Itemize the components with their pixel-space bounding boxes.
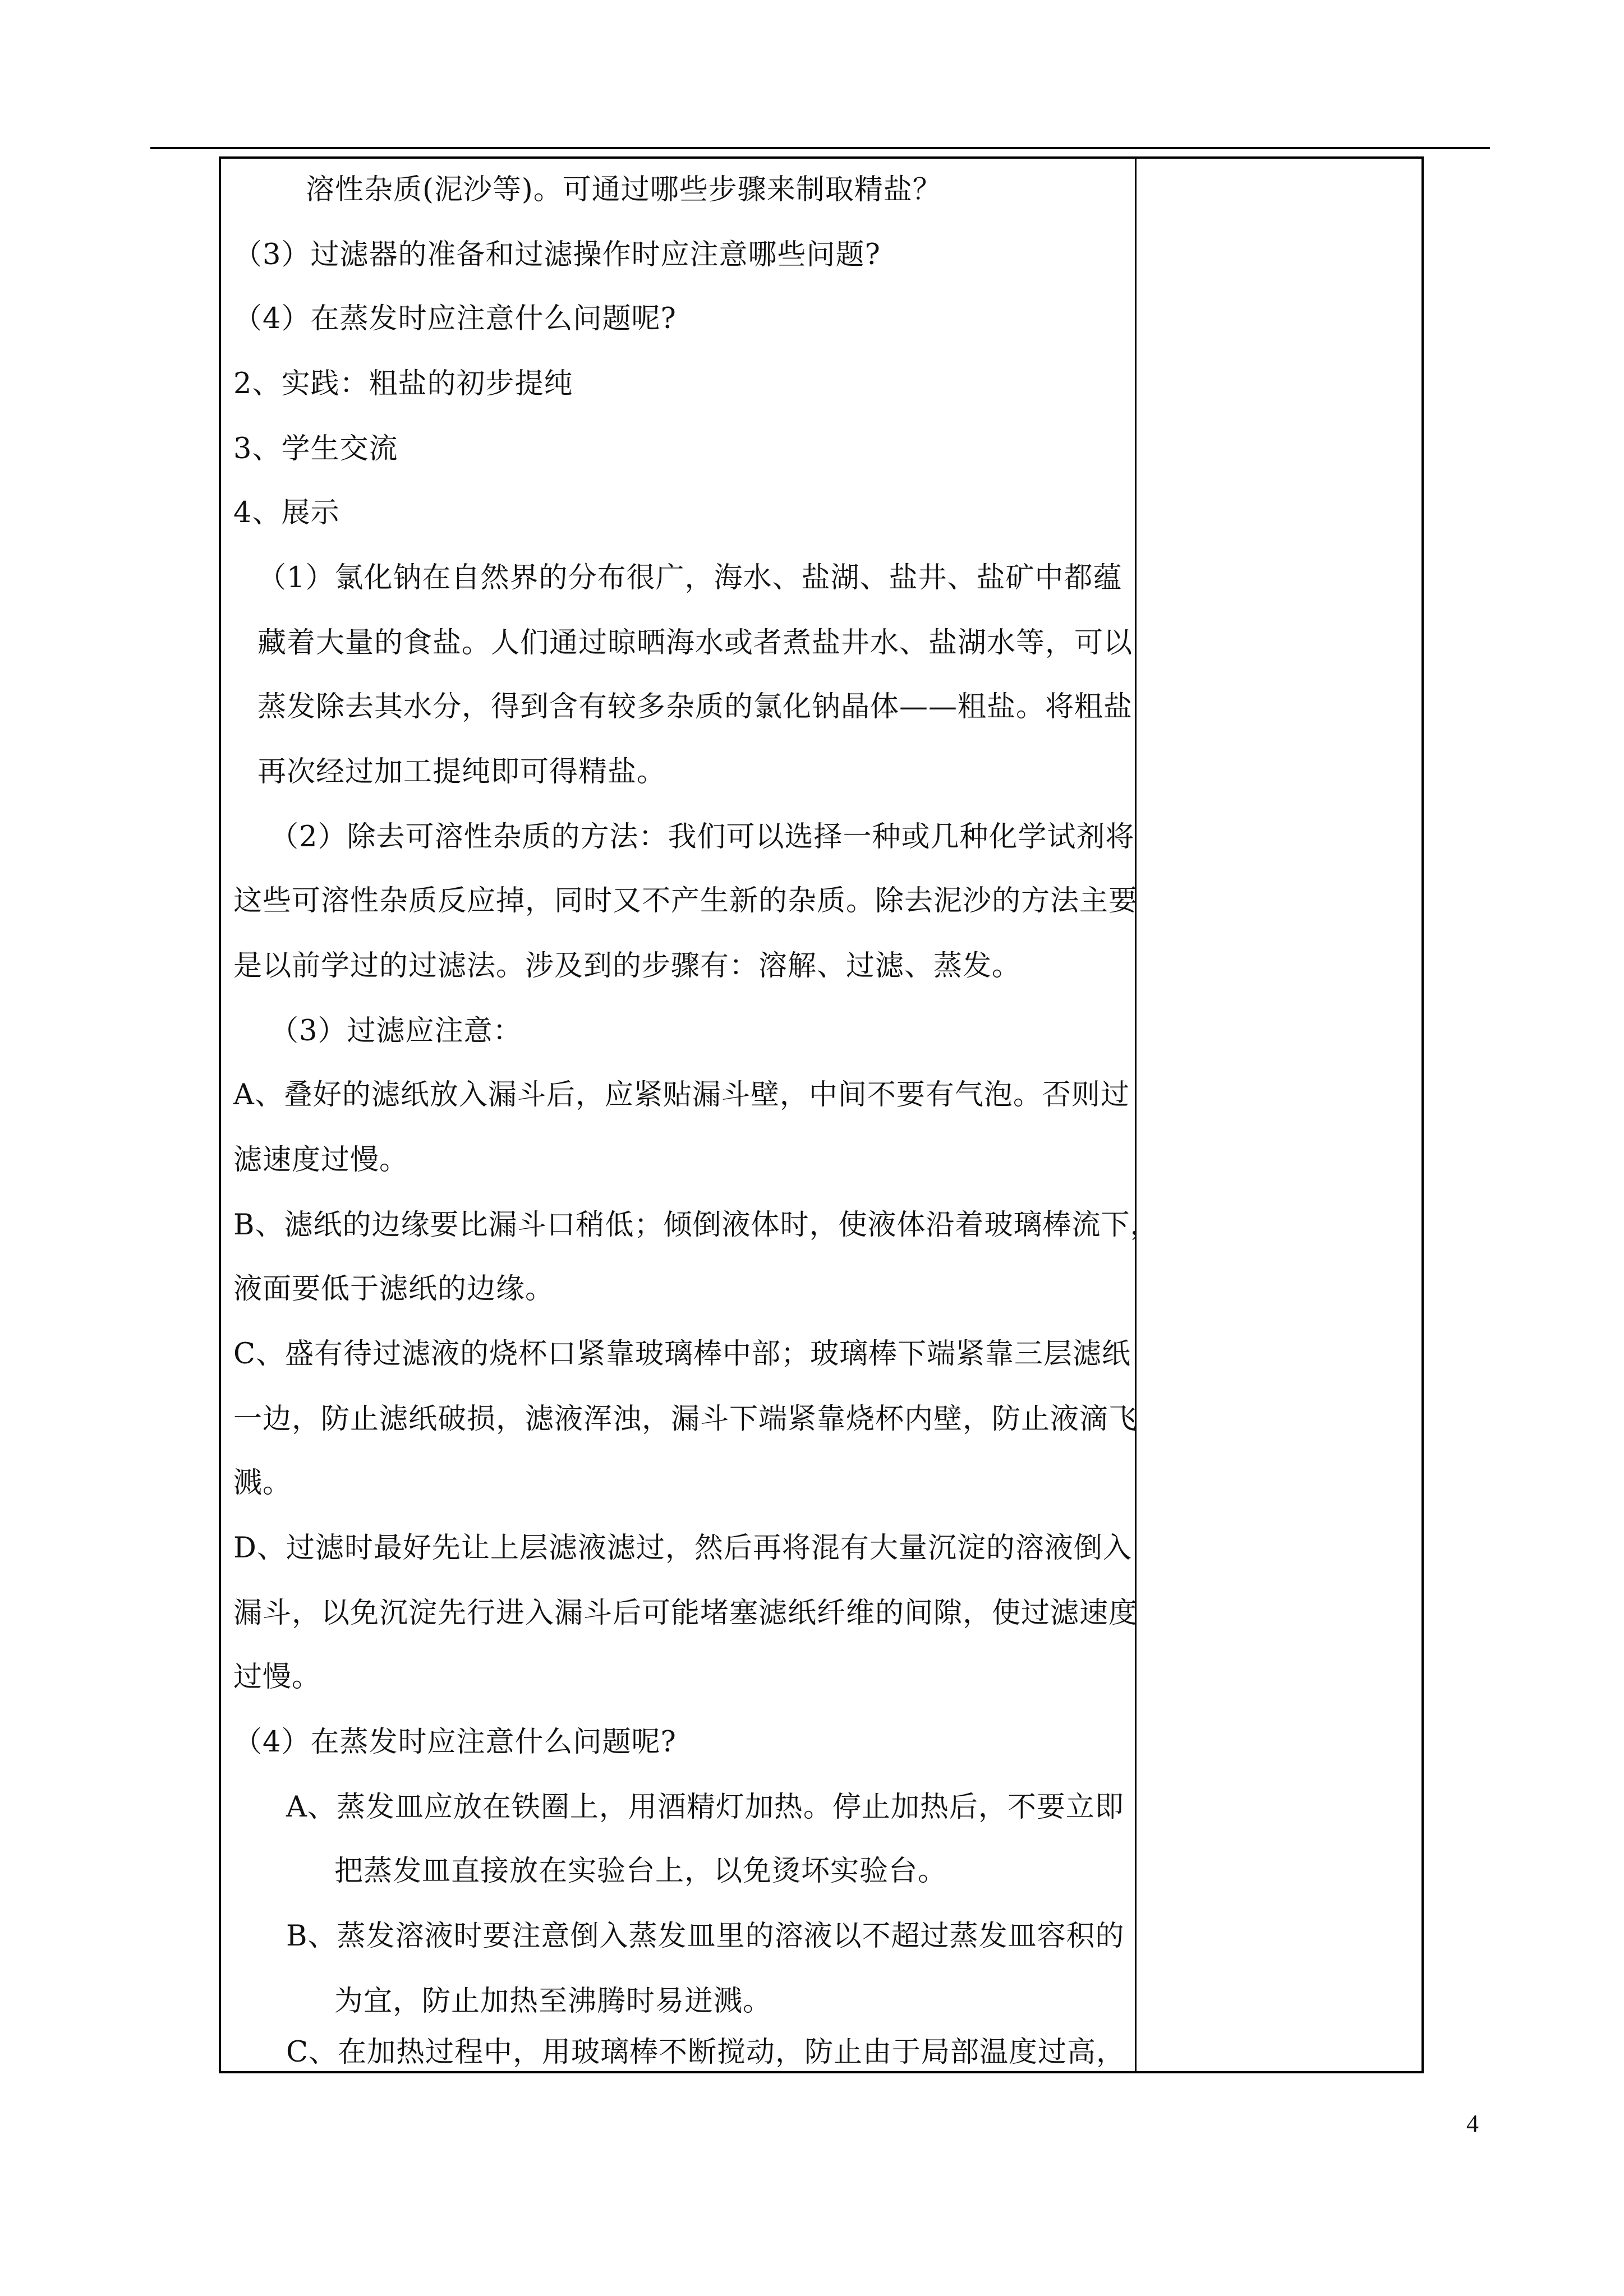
text-line: 溶性杂质(泥沙等)。可通过哪些步骤来制取精盐？ [306,173,942,206]
page-number: 4 [1466,2110,1479,2137]
text-line: 溅。 [233,1467,292,1500]
text-line: 再次经过加工提纯即可得精盐。 [257,755,666,789]
text-line: 液面要低于滤纸的边缘。 [233,1273,555,1306]
text-line: B、蒸发溶液时要注意倒入蒸发皿里的溶液以不超过蒸发皿容积的 [286,1920,1125,1953]
text-line: （2）除去可溶性杂质的方法：我们可以选择一种或几种化学试剂将 [270,820,1135,854]
text-line: C、盛有待过滤液的烧杯口紧靠玻璃棒中部；玻璃棒下端紧靠三层滤纸 [233,1338,1131,1371]
text-line: 把蒸发皿直接放在实验台上，以免烫坏实验台。 [334,1855,947,1888]
lesson-table [219,156,1424,2073]
text-line: 这些可溶性杂质反应掉，同时又不产生新的杂质。除去泥沙的方法主要 [233,884,1138,918]
text-line: A、蒸发皿应放在铁圈上，用酒精灯加热。停止加热后，不要立即 [286,1791,1124,1824]
table-column-divider [1135,156,1137,2073]
text-line: 3、学生交流 [233,432,398,465]
text-line: 蒸发除去其水分，得到含有较多杂质的氯化钠晶体——粗盐。将粗盐 [257,690,1133,723]
text-line: 过慢。 [233,1661,321,1694]
header-rule [150,147,1490,149]
text-line: D、过滤时最好先让上层滤液滤过，然后再将混有大量沉淀的溶液倒入 [233,1532,1132,1565]
text-line: 藏着大量的食盐。人们通过晾晒海水或者煮盐井水、盐湖水等，可以 [257,626,1133,660]
text-line: （3）过滤器的准备和过滤操作时应注意哪些问题? [233,238,881,271]
text-line: （3）过滤应注意： [270,1015,522,1048]
text-line: （4）在蒸发时应注意什么问题呢? [233,1726,677,1759]
text-line: 为宜，防止加热至沸腾时易迸溅。 [334,1985,772,2018]
text-line: （4）在蒸发时应注意什么问题呢? [233,302,677,335]
text-line: 2、实践：粗盐的初步提纯 [233,367,573,400]
text-line: 是以前学过的过滤法。涉及到的步骤有：溶解、过滤、蒸发。 [233,949,1022,983]
text-line: B、滤纸的边缘要比漏斗口稍低；倾倒液体时，使液体沿着玻璃棒流下， [233,1209,1160,1242]
text-line: A、叠好的滤纸放入漏斗后，应紧贴漏斗壁，中间不要有气泡。否则过 [233,1078,1130,1112]
text-line: C、在加热过程中，用玻璃棒不断搅动，防止由于局部温度过高， [286,2036,1126,2069]
text-line: （1）氯化钠在自然界的分布很广，海水、盐湖、盐井、盐矿中都蕴 [257,561,1122,594]
text-line: 漏斗，以免沉淀先行进入漏斗后可能堵塞滤纸纤维的间隙，使过滤速度 [233,1597,1138,1630]
text-line: 一边，防止滤纸破损，滤液浑浊，漏斗下端紧靠烧杯内壁，防止液滴飞 [233,1403,1138,1436]
text-line: 4、展示 [233,496,340,529]
text-line: 滤速度过慢。 [233,1144,409,1177]
